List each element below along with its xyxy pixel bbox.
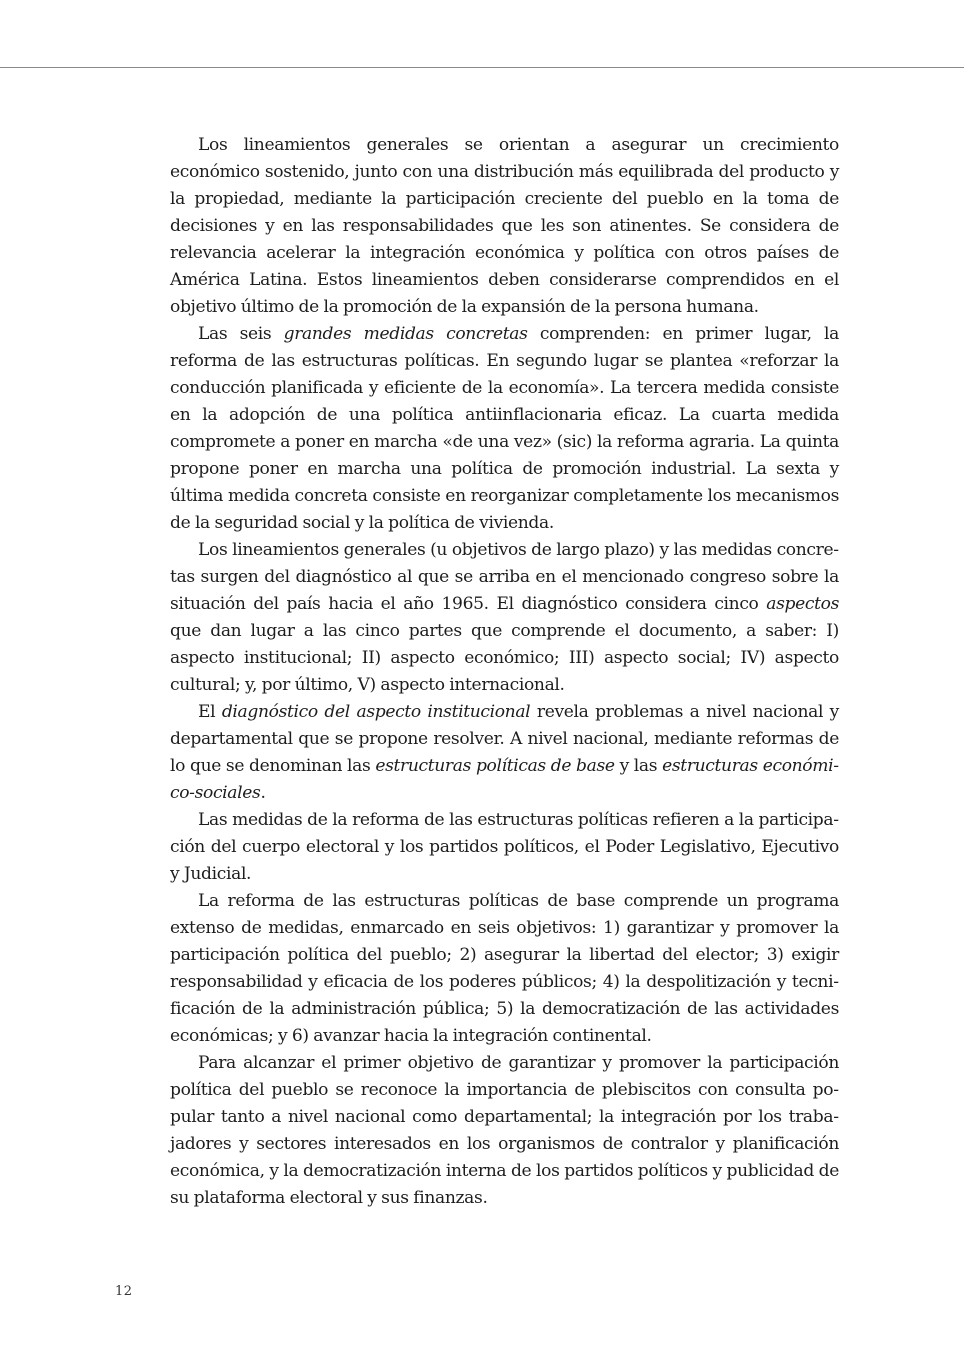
paragraph: [170, 807, 839, 888]
paragraph: [170, 888, 839, 1050]
body-text: [170, 132, 839, 1212]
text-run: que dan lugar a las cinco partes que comprende el documento, a saber: I) aspecto institucional; II) aspecto económico; III) aspecto social; IV) aspecto cultural; y, por último, V) aspecto internacional.: [170, 621, 839, 695]
italic-text: diagnóstico del aspecto institucional: [221, 702, 531, 722]
text-run: Las medidas de la reforma de las estructuras políticas refieren a la participación del cuerpo electoral y los partidos políticos, el Poder Legislativo, Ejecutivo y Judicial.: [170, 810, 839, 884]
text-run: revela problemas a nivel nacional y departamental que se propone resolver. A nivel nacional, mediante reformas de lo que se denominan las: [170, 702, 839, 776]
text-run: La reforma de las estructuras políticas de base comprende un programa extenso de medidas, enmarcado en seis objetivos: 1) garantizar y promover la participación política del pueblo; 2) asegurar la libertad del elector; 3) exigir responsabilidad y eficacia de los poderes públicos; 4) la despolitización y tecnificación de la administración pública; 5) la democratización de las actividades económicas; y 6) avanzar hacia la integración continental.: [170, 891, 839, 1046]
text-run: Los lineamientos generales se orientan a asegurar un crecimiento económico sostenido, junto con una distribución más equilibrada del producto y la propiedad, mediante la participación creciente del pueblo en la toma de decisiones y en las responsabilidades que les son atinentes. Se considera de relevancia acelerar la integración económica y política con otros países de América Latina. Estos lineamientos deben considerarse comprendidos en el objetivo último de la promoción de la expansión de la persona humana.: [170, 135, 839, 317]
text-run: comprenden: en primer lugar, la reforma de las estructuras políticas. En segundo lugar se plantea «reforzar la conducción planificada y eficiente de la economía». La tercera medida consiste en la adopción de una política antiinflacionaria eficaz. La cuarta medida compromete a poner en marcha «de una vez» (sic) la reforma agraria. La quinta propone poner en marcha una política de promoción industrial. La sexta y última medida concreta consiste en reorganizar completamente los mecanismos de la seguridad social y la política de vivienda.: [170, 324, 839, 533]
italic-text: grandes medidas concretas: [283, 324, 528, 344]
page-number: 12: [115, 1284, 133, 1299]
italic-text: aspectos: [766, 594, 839, 614]
text-run: El: [198, 702, 222, 722]
text-run: y las: [614, 756, 663, 776]
header-rule: [0, 67, 964, 68]
italic-text: estructuras políticas de base: [375, 756, 615, 776]
paragraph: [170, 699, 839, 807]
paragraph: [170, 537, 839, 699]
italic-text: estructuras económico-sociales: [170, 756, 839, 803]
text-run: Los lineamientos generales (u objetivos de largo plazo) y las medidas concretas surgen del diagnóstico al que se arriba en el mencionado congreso sobre la situación del país hacia el año 1965. El diagnóstico considera cinco: [170, 540, 839, 614]
text-run: Para alcanzar el primer objetivo de garantizar y promover la participación política del pueblo se reconoce la importancia de plebiscitos con consulta popular tanto a nivel nacional como departamental; la integración por los trabajadores y sectores interesados en los organismos de contralor y planificación económica, y la democratización interna de los partidos políticos y publicidad de su plataforma electoral y sus finanzas.: [170, 1053, 839, 1208]
paragraph: [170, 1050, 839, 1212]
text-run: Las seis: [198, 324, 284, 344]
paragraph: [170, 321, 839, 537]
text-run: .: [260, 783, 266, 803]
paragraph: [170, 132, 839, 321]
